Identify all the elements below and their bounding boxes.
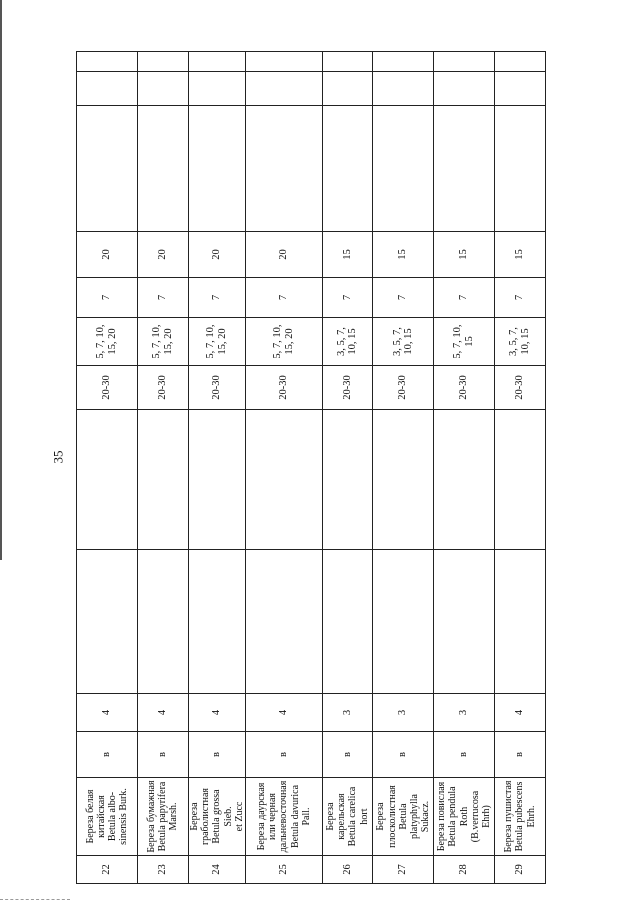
empty-column-12 [322,72,373,106]
column-10-value: 20 [246,232,322,278]
class-value: 3 [434,694,495,732]
class-value: 4 [495,694,546,732]
column-9-value: 7 [188,278,246,318]
table-row [434,52,495,884]
column-9-value: 7 [246,278,322,318]
empty-column-13 [188,52,246,72]
empty-column-13 [373,52,434,72]
scan-edge-line [0,0,2,560]
table-row [322,52,373,884]
species-name: Береза граболистная Betula grossa Sieb. et Zucc [188,778,246,856]
column-10-value: 20 [77,232,138,278]
group-code: в [246,732,322,778]
group-code: в [373,732,434,778]
empty-column-11 [77,106,138,232]
row-number: 26 [322,856,373,884]
empty-column-5 [77,550,138,694]
class-value: 3 [322,694,373,732]
row-number: 25 [246,856,322,884]
table-row [137,52,188,884]
empty-column-13 [495,52,546,72]
class-value: 3 [373,694,434,732]
range-value: 20-30 [322,366,373,410]
empty-column-11 [188,106,246,232]
species-name: Береза повислая Betula pendula Roth (B.verrucosa Ehrh) [434,778,495,856]
species-name: Береза белая китайская Betula albo- sinensis Burk. [77,778,138,856]
empty-column-5 [434,550,495,694]
column-9-value: 7 [322,278,373,318]
row-number: 28 [434,856,495,884]
table-row [77,52,138,884]
empty-column-12 [373,72,434,106]
range-value: 20-30 [434,366,495,410]
column-10-value: 20 [188,232,246,278]
empty-column-11 [246,106,322,232]
range-value: 20-30 [188,366,246,410]
species-table [76,51,546,884]
empty-column-13 [322,52,373,72]
species-name: Береза плосколистная Betula platyphylla Sukacz. [373,778,434,856]
empty-column-6 [188,410,246,550]
empty-column-5 [137,550,188,694]
class-value: 4 [77,694,138,732]
class-value: 4 [188,694,246,732]
page-number [50,445,66,469]
column-9-value: 7 [495,278,546,318]
table-body [77,52,546,884]
column-10-value: 15 [373,232,434,278]
species-name: Береза бумажная Betula papyrifera Marsh. [137,778,188,856]
table-row [373,52,434,884]
row-number: 22 [77,856,138,884]
empty-column-6 [137,410,188,550]
empty-column-13 [137,52,188,72]
class-value: 4 [246,694,322,732]
row-number: 29 [495,856,546,884]
empty-column-11 [373,106,434,232]
group-code: в [77,732,138,778]
empty-column-11 [137,106,188,232]
table-wrapper [76,52,546,884]
row-number: 27 [373,856,434,884]
group-code: в [188,732,246,778]
empty-column-12 [246,72,322,106]
range-value: 20-30 [137,366,188,410]
range-value: 20-30 [77,366,138,410]
empty-column-6 [322,410,373,550]
species-name: Береза даурская или черная дальневосточная Betula davurica Pall. [246,778,322,856]
empty-column-6 [434,410,495,550]
species-name: Береза пушистая Betula pubescens Ehrh. [495,778,546,856]
column-9-value: 7 [373,278,434,318]
empty-column-12 [434,72,495,106]
group-code: в [322,732,373,778]
empty-column-5 [246,550,322,694]
empty-column-12 [188,72,246,106]
range-value: 20-30 [495,366,546,410]
sizes-value: 5, 7, 10, 15, 20 [77,318,138,366]
empty-column-6 [495,410,546,550]
page-number-text: 35 [50,450,65,464]
range-value: 20-30 [246,366,322,410]
empty-column-13 [77,52,138,72]
scan-footer-mark [0,899,70,903]
column-9-value: 7 [434,278,495,318]
group-code: в [495,732,546,778]
column-9-value: 7 [77,278,138,318]
species-name: Береза карельская Betula carelica hort [322,778,373,856]
table-row [495,52,546,884]
sizes-value: 5, 7, 10, 15, 20 [188,318,246,366]
empty-column-11 [434,106,495,232]
column-10-value: 20 [137,232,188,278]
empty-column-5 [188,550,246,694]
table-row [246,52,322,884]
group-code: в [434,732,495,778]
empty-column-12 [495,72,546,106]
table-row [188,52,246,884]
column-9-value: 7 [137,278,188,318]
sizes-value: 5, 7, 10, 15 [434,318,495,366]
empty-column-11 [322,106,373,232]
sizes-value: 5, 7, 10, 15, 20 [137,318,188,366]
group-code: в [137,732,188,778]
sizes-value: 3, 5, 7, 10, 15 [373,318,434,366]
empty-column-12 [137,72,188,106]
row-number: 23 [137,856,188,884]
empty-column-6 [77,410,138,550]
column-10-value: 15 [434,232,495,278]
column-10-value: 15 [495,232,546,278]
empty-column-5 [322,550,373,694]
empty-column-13 [434,52,495,72]
column-10-value: 15 [322,232,373,278]
empty-column-11 [495,106,546,232]
empty-column-5 [373,550,434,694]
sizes-value: 3, 5, 7, 10, 15 [495,318,546,366]
range-value: 20-30 [373,366,434,410]
empty-column-12 [77,72,138,106]
empty-column-13 [246,52,322,72]
row-number: 24 [188,856,246,884]
sizes-value: 3, 5, 7, 10, 15 [322,318,373,366]
empty-column-6 [373,410,434,550]
sizes-value: 5, 7, 10, 15, 20 [246,318,322,366]
empty-column-5 [495,550,546,694]
empty-column-6 [246,410,322,550]
class-value: 4 [137,694,188,732]
